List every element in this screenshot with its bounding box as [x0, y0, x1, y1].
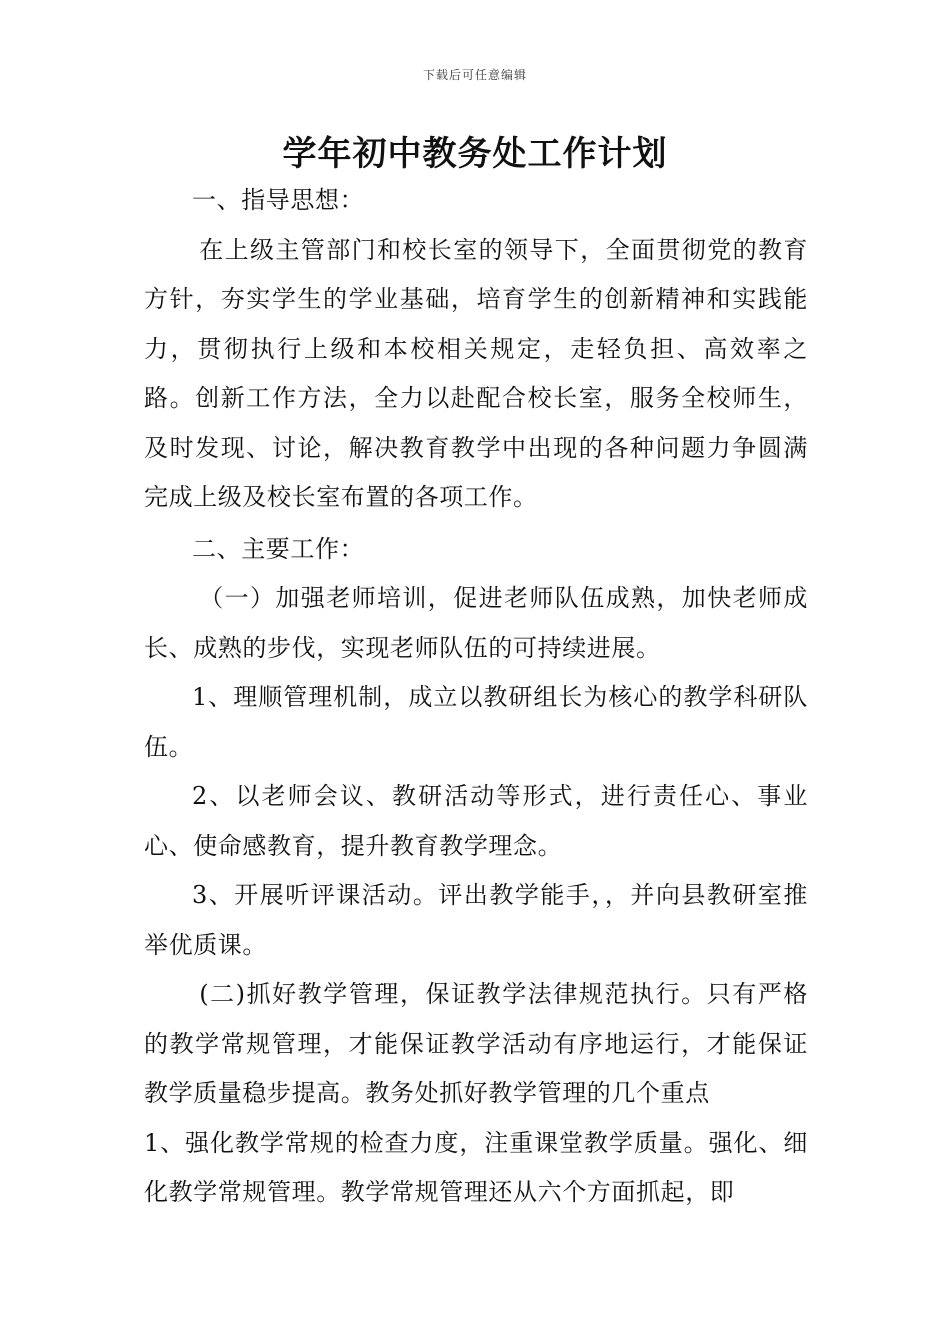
paragraph-guiding-ideology: 在上级主管部门和校长室的领导下，全面贯彻党的教育方针，夯实学生的学业基础，培育学生的创新精神和实践能力，贯彻执行上级和本校相关规定，走轻负担、高效率之路。创新工作方法，全力以赴配合校长室，服务全校师生，及时发现、讨论，解决教育教学中出现的各种问题力争圆满完成上级及校长室布置的各项工作。	[144, 235, 808, 511]
list-item-3: 3、开展听评课活动。评出教学能手，，并向县教研室推举优质课。	[144, 881, 808, 959]
document-body	[144, 176, 808, 1218]
section-heading-guiding-ideology: 一、指导思想：	[192, 186, 365, 214]
paragraph-routine-inspection: 1、强化教学常规的检查力度，注重课堂教学质量。强化、细化教学常规管理。教学常规管理还从六个方面抓起，即	[144, 1128, 808, 1206]
section-heading-main-work: 二、主要工作：	[192, 534, 365, 563]
document-title: 学年初中教务处工作计划	[282, 134, 668, 174]
paragraph-teacher-training: （一）加强老师培训，促进老师队伍成熟，加快老师成长、成熟的步伐，实现老师队伍的可持续进展。	[144, 584, 808, 662]
list-item-1: 1、理顺管理机制，成立以教研组长为核心的教学科研队伍。	[144, 683, 808, 761]
page-header-note: 下载后可任意编辑	[422, 68, 527, 82]
paragraph-teaching-management: (二)抓好教学管理，保证教学法律规范执行。只有严格的教学常规管理，才能保证教学活动有序地运行，才能保证教学质量稳步提高。教务处抓好教学管理的几个重点	[144, 980, 808, 1107]
list-item-2: 2、以老师会议、教研活动等形式，进行责任心、事业心、使命感教育，提升教育教学理念。	[144, 782, 808, 860]
